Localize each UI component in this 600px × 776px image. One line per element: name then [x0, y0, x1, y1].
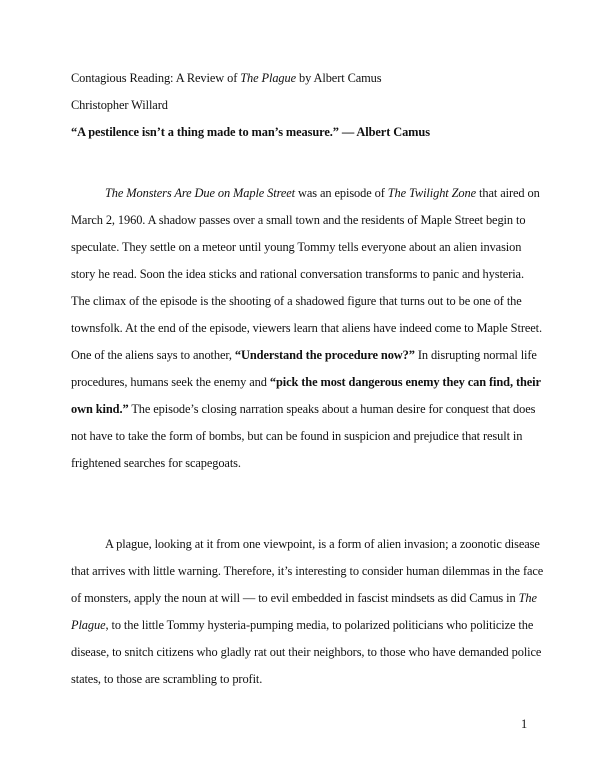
epigraph: “A pestilence isn’t a thing made to man’s measure.” — Albert Camus: [71, 125, 430, 139]
para1-line8: procedures, humans seek the enemy and “pick the most dangerous enemy they can find, their: [71, 375, 541, 389]
para1-line3: speculate. They settle on a meteor until young Tommy tells everyone about an alien invasion: [71, 240, 522, 254]
para1-line7: One of the aliens says to another, “Understand the procedure now?” In disrupting normal life: [71, 348, 537, 362]
book-title: The Plague: [240, 71, 297, 85]
para2-line2: that arrives with little warning. Therefore, it’s interesting to consider human dilemmas in the face: [71, 564, 544, 578]
author-name: Christopher Willard: [71, 98, 168, 112]
para2-line4: Plague, to the little Tommy hysteria-pumping media, to polarized politicians who politicize the: [71, 618, 534, 632]
para1-line4: story he read. Soon the idea sticks and rational conversation transforms to panic and hysteria.: [71, 267, 524, 281]
review-title: Contagious Reading: A Review of The Plague by Albert Camus: [71, 71, 382, 85]
para1-line11: frightened searches for scapegoats.: [71, 456, 241, 470]
para2-line3: of monsters, apply the noun at will — to evil embedded in fascist mindsets as did Camus in The: [71, 591, 537, 605]
page-number: 1: [521, 717, 528, 731]
para2-line5: disease, to snitch citizens who gladly rat out their neighbors, to those who have demanded police: [71, 645, 542, 659]
para1-line5: The climax of the episode is the shooting of a shadowed figure that turns out to be one of the: [71, 294, 522, 308]
para2-line1: A plague, looking at it from one viewpoint, is a form of alien invasion; a zoonotic disease: [105, 537, 540, 551]
para1-line1: The Monsters Are Due on Maple Street was an episode of The Twilight Zone that aired on: [105, 186, 540, 200]
para1-line9: own kind.” The episode’s closing narration speaks about a human desire for conquest that does: [71, 402, 536, 416]
para1-line10: not have to take the form of bombs, but can be found in suspicion and prejudice that result in: [71, 429, 523, 443]
para1-line6: townsfolk. At the end of the episode, viewers learn that aliens have indeed come to Maple Street.: [71, 321, 542, 335]
para2-line6: states, to those are scrambling to profit.: [71, 672, 263, 686]
para1-line2: March 2, 1960. A shadow passes over a small town and the residents of Maple Street begin to: [71, 213, 526, 227]
